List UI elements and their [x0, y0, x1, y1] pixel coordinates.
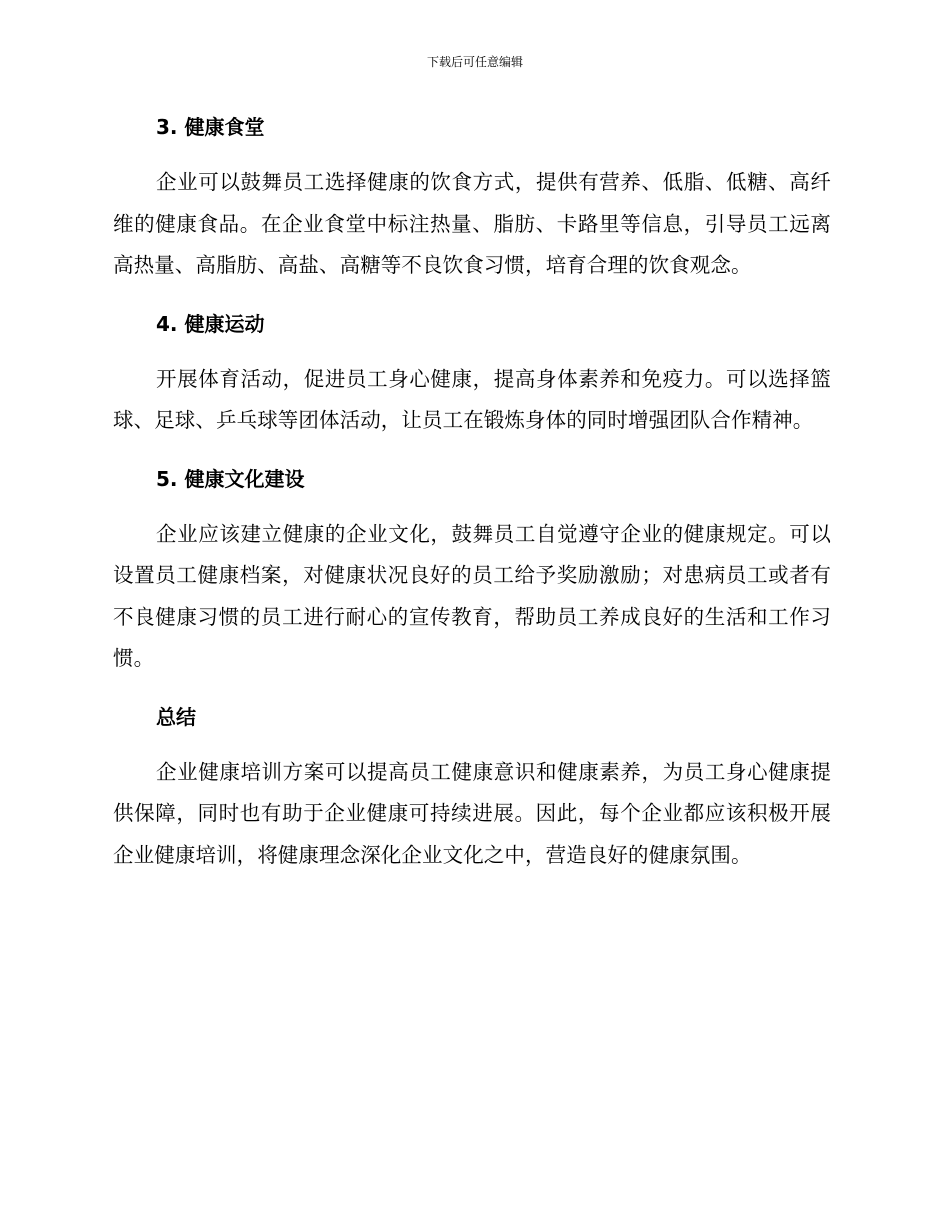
section-heading-summary: 总结 — [156, 704, 196, 729]
section-heading-exercise: 4. 健康运动 — [156, 311, 265, 336]
section-heading-culture: 5. 健康文化建设 — [156, 466, 305, 491]
section-paragraph-summary: 企业健康培训方案可以提高员工健康意识和健康素养，为员工身心健康提供保障，同时也有助于企业健康可持续进展。因此，每个企业都应该积极开展企业健康培训，将健康理念深化企业文化之中，营造良好的健康氛围。 — [113, 759, 831, 867]
section-paragraph-culture: 企业应该建立健康的企业文化，鼓舞员工自觉遵守企业的健康规定。可以设置员工健康档案，对健康状况良好的员工给予奖励激励；对患病员工或者有不良健康习惯的员工进行耐心的宣传教育，帮助员工养成良好的生活和工作习惯。 — [113, 521, 831, 670]
section-paragraph-exercise: 开展体育活动，促进员工身心健康，提高身体素养和免疫力。可以选择篮球、足球、乒乓球等团体活动，让员工在锻炼身体的同时增强团队合作精神。 — [113, 366, 831, 432]
document-body — [113, 110, 831, 876]
section-paragraph-canteen: 企业可以鼓舞员工选择健康的饮食方式，提供有营养、低脂、低糖、高纤维的健康食品。在企业食堂中标注热量、脂肪、卡路里等信息，引导员工远离高热量、高脂肪、高盐、高糖等不良饮食习惯，培育合理的饮食观念。 — [113, 170, 831, 277]
page-header: 下载后可任意编辑 — [426, 55, 523, 69]
section-heading-canteen: 3. 健康食堂 — [156, 115, 265, 139]
